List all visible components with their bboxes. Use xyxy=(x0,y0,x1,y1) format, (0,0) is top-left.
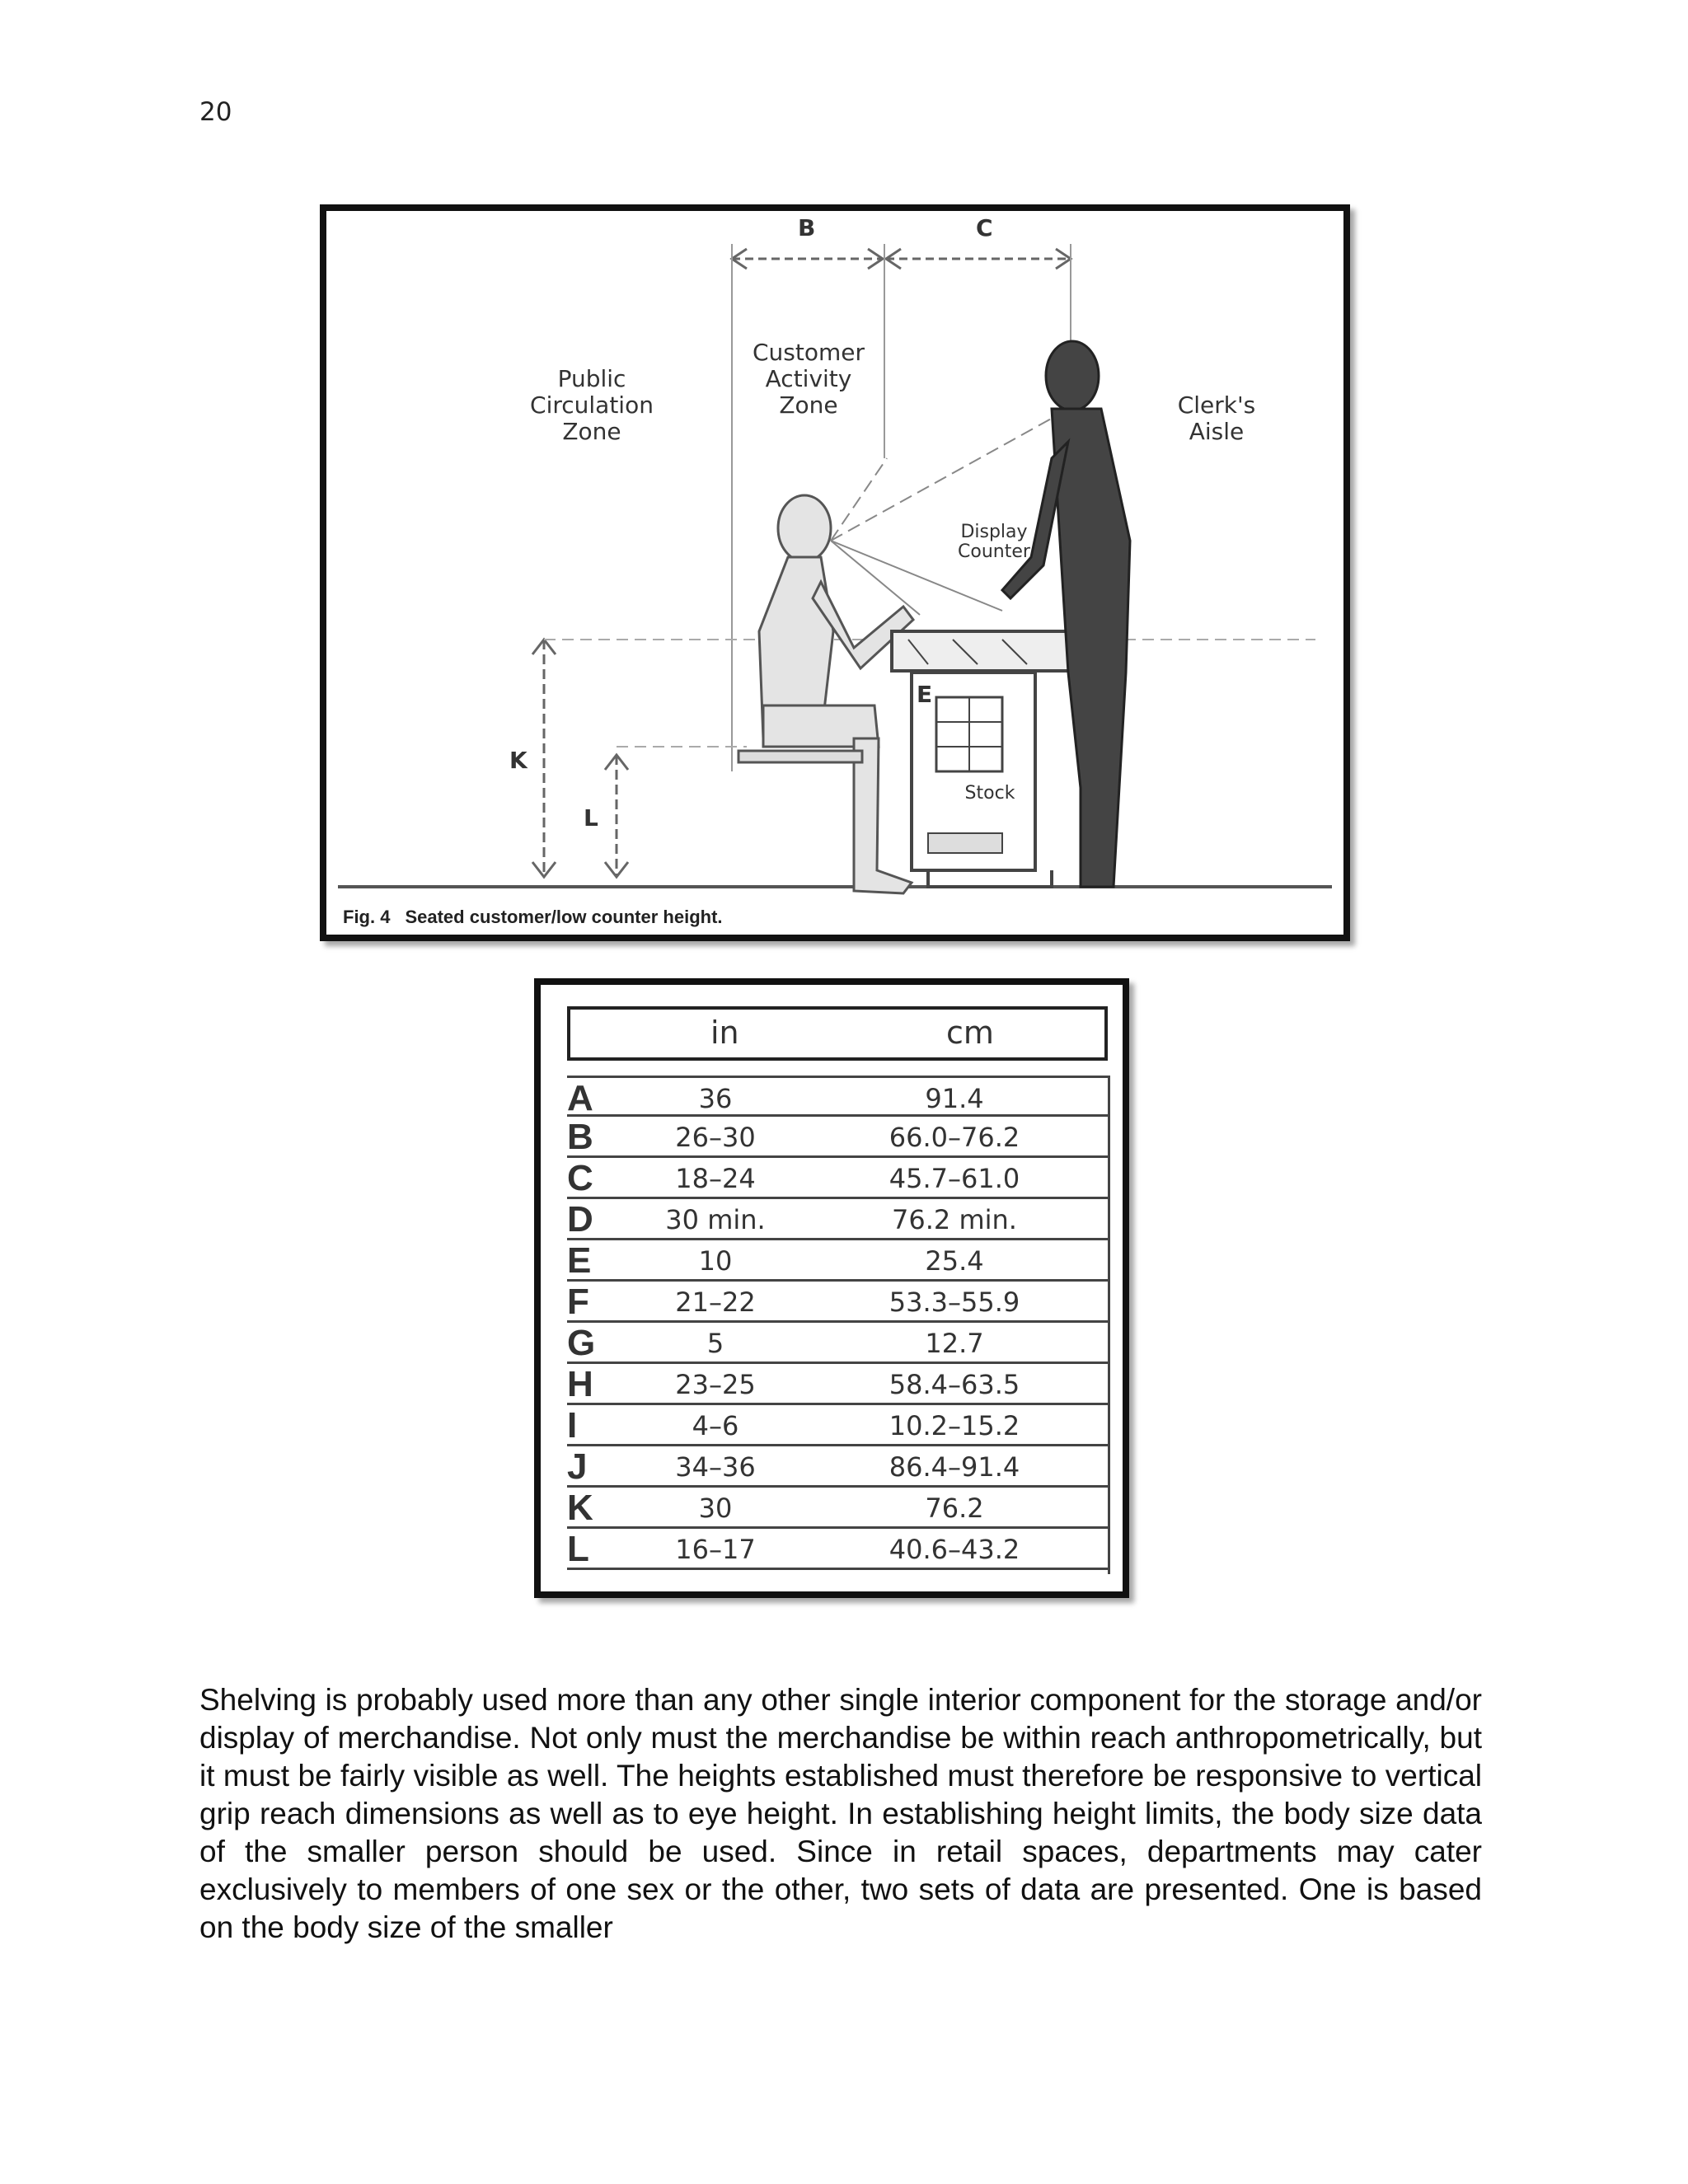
table-body xyxy=(567,1076,1108,1570)
display-counter-label: Display Counter xyxy=(958,522,1030,562)
table-row xyxy=(567,1158,1108,1199)
row-value-cm: 45.7–61.0 xyxy=(889,1163,1020,1194)
row-value-in: 30 xyxy=(698,1493,733,1524)
table-row xyxy=(567,1529,1108,1570)
row-value-cm: 53.3–55.9 xyxy=(889,1286,1020,1318)
display-counter xyxy=(892,631,1076,887)
dimension-e-label: E xyxy=(917,681,933,708)
row-label: E xyxy=(567,1240,592,1281)
row-value-cm: 66.0–76.2 xyxy=(889,1122,1020,1153)
row-value-cm: 25.4 xyxy=(925,1245,984,1277)
row-value-in: 18–24 xyxy=(675,1163,756,1194)
row-label: K xyxy=(567,1488,593,1528)
row-label: D xyxy=(567,1199,593,1240)
header-in: in xyxy=(710,1015,739,1051)
figure-caption xyxy=(343,907,723,928)
row-value-cm: 12.7 xyxy=(925,1328,984,1359)
dimension-c-arrow xyxy=(886,249,1071,269)
figure-drawing xyxy=(326,211,1343,935)
row-label: A xyxy=(567,1078,593,1118)
row-value-in: 21–22 xyxy=(675,1286,756,1318)
row-value-in: 23–25 xyxy=(675,1369,756,1400)
table-header xyxy=(567,1006,1108,1061)
stock-label: Stock xyxy=(964,783,1015,804)
table-row xyxy=(567,1446,1108,1488)
table-row xyxy=(567,1117,1108,1158)
row-value-cm: 10.2–15.2 xyxy=(889,1410,1020,1441)
table-row xyxy=(567,1076,1108,1117)
public-circulation-zone-label: Public Circulation Zone xyxy=(530,365,654,445)
page-number: 20 xyxy=(199,97,232,127)
figure-seated-customer xyxy=(320,204,1350,941)
table-row xyxy=(567,1323,1108,1364)
row-value-in: 30 min. xyxy=(665,1204,766,1235)
row-label: H xyxy=(567,1364,593,1404)
stool-seat xyxy=(738,751,862,762)
row-label: F xyxy=(567,1282,589,1322)
row-value-in: 36 xyxy=(698,1083,733,1114)
dimension-table xyxy=(534,978,1129,1598)
body-paragraph: Shelving is probably used more than any other single interior component for the storage and/or display of merchandise. Not only must the merchandise be within reach anthropometrically, but it must be fairly visible as well. The heights established must therefore be responsive to vertical grip reach dimensions as well as to eye height. In establishing height limits, the body size data of the smaller person should be used. Since in retail spaces, departments may cater exclusively to members of one sex or the other, two sets of data are presented. One is based on the body size of the smaller xyxy=(199,1683,1482,1944)
seated-customer-figure xyxy=(759,495,913,893)
table-row xyxy=(567,1282,1108,1323)
dimension-c-label: C xyxy=(976,214,993,241)
table-row xyxy=(567,1240,1108,1282)
row-value-cm: 40.6–43.2 xyxy=(889,1534,1020,1565)
table-row xyxy=(567,1364,1108,1405)
dimension-k-label: K xyxy=(509,747,528,774)
row-value-in: 4–6 xyxy=(692,1410,739,1441)
figure-caption-text: Seated customer/low counter height. xyxy=(405,907,723,927)
row-label: J xyxy=(567,1446,588,1487)
row-label: I xyxy=(567,1405,578,1446)
table-row xyxy=(567,1405,1108,1446)
row-value-in: 16–17 xyxy=(675,1534,756,1565)
table-row xyxy=(567,1199,1108,1240)
sight-lines xyxy=(831,405,1076,615)
dimension-l-arrow xyxy=(605,747,747,877)
dimension-b-label: B xyxy=(798,214,816,241)
row-value-cm: 86.4–91.4 xyxy=(889,1451,1020,1483)
row-value-cm: 91.4 xyxy=(925,1083,984,1114)
customer-activity-zone-label: Customer Activity Zone xyxy=(752,339,865,419)
row-value-cm: 76.2 min. xyxy=(892,1204,1017,1235)
figure-caption-number: Fig. 4 xyxy=(343,907,391,927)
header-cm: cm xyxy=(946,1015,994,1051)
row-label: C xyxy=(567,1158,593,1198)
row-value-in: 5 xyxy=(706,1328,724,1359)
row-value-cm: 76.2 xyxy=(925,1493,984,1524)
row-label: B xyxy=(567,1117,593,1157)
row-label: G xyxy=(567,1323,596,1363)
row-value-cm: 58.4–63.5 xyxy=(889,1369,1020,1400)
table-row xyxy=(567,1488,1108,1529)
table-right-rule xyxy=(1108,1076,1110,1574)
clerks-aisle-label: Clerk's Aisle xyxy=(1177,391,1256,445)
dimension-l-label: L xyxy=(584,804,598,832)
row-value-in: 10 xyxy=(698,1245,733,1277)
row-label: L xyxy=(567,1529,589,1569)
row-value-in: 34–36 xyxy=(675,1451,756,1483)
dimension-b-arrow xyxy=(732,249,883,269)
row-value-in: 26–30 xyxy=(675,1122,756,1153)
